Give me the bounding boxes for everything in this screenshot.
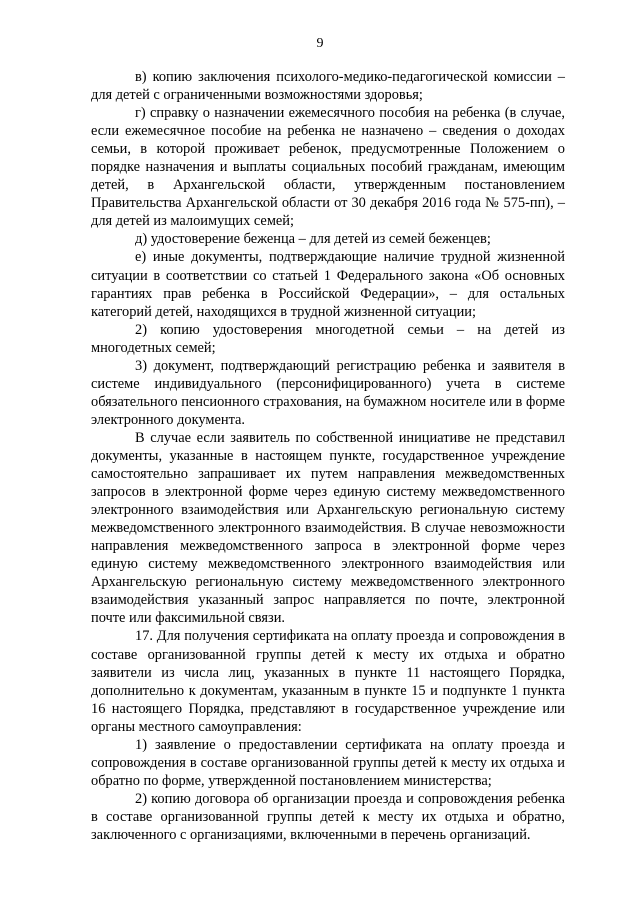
paragraph-interagency-requests: В случае если заявитель по собственной инициативе не представил документы, указанные в настоящем пункте, государственное учреждение самостоятельно запрашивает их путем направления межведомственных запросов в электронной форме через единую систему межведомственного электронного взаимодействия или Архангельскую региональную систему межведомственного электронного взаимодействия. В случае невозможности направления межведомственного запроса в электронной форме через единую систему межведомственного электронного взаимодействия или Архангельскую региональную систему межведомственного электронного взаимодействия указанный запрос направляется по почте, электронной почте или факсимильной связи. [91, 429, 565, 627]
paragraph-item-g: г) справку о назначении ежемесячного пособия на ребенка (в случае, если ежемесячное пособие на ребенка не назначено – сведения о доходах семьи, в которой проживает ребенок, предусмотренные Положением о порядке назначения и выплаты социальных пособий гражданам, имеющим детей, в Архангельской области, утвержденным постановлением Правительства Архангельской области от 30 декабря 2016 года № 575-пп), – для детей из малоимущих семей; [91, 105, 565, 230]
paragraph-clause-17-item-2: 2) копию договора об организации проезда и сопровождения ребенка в составе организованной группы детей к месту их отдыха и обратно, заключенного с организациями, включенными в перечень организаций. [91, 790, 565, 843]
page-number: 9 [316, 36, 324, 51]
paragraph-clause-17: 17. Для получения сертификата на оплату проезда и сопровождения в составе организованной группы детей к месту их отдыха и обратно заявители из числа лиц, указанных в пункте 11 настоящего Порядка, дополнительно к документам, указанным в пункте 15 и подпункте 1 пункта 16 настоящего Порядка, представляют в государственное учреждение или органы местного самоуправления: [91, 628, 565, 735]
paragraph-item-2: 2) копию удостоверения многодетной семьи – на детей из многодетных семей; [91, 321, 565, 356]
paragraph-item-d: д) удостоверение беженца – для детей из семей беженцев; [135, 231, 491, 248]
paragraph-clause-17-item-1: 1) заявление о предоставлении сертификата на оплату проезда и сопровождения в составе организованной группы детей к месту их отдыха и обратно по форме, утвержденной постановлением министерства; [91, 736, 565, 789]
paragraph-item-e: е) иные документы, подтверждающие наличие трудной жизненной ситуации в соответствии со статьей 1 Федерального закона «Об основных гарантиях прав ребенка в Российской Федерации», – для остальных категорий детей, находящихся в трудной жизненной ситуации; [91, 249, 565, 320]
paragraph-item-v: в) копию заключения психолого-медико-педагогической комиссии – для детей с ограниченными возможностями здоровья; [91, 69, 565, 104]
document-body [91, 68, 565, 844]
paragraph-item-3: 3) документ, подтверждающий регистрацию ребенка и заявителя в системе индивидуального (персонифицированного) учета в системе обязательного пенсионного страхования, на бумажном носителе или в форме электронного документа. [91, 357, 565, 428]
